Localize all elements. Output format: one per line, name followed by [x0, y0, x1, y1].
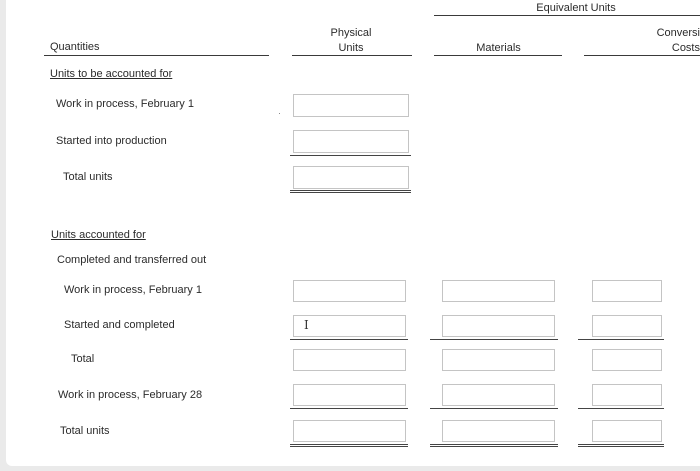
physical-header-line2: Units: [338, 42, 364, 54]
row-label-wip-feb28: Work in process, February 28: [58, 389, 203, 401]
row-label-completed-transferred: Completed and transferred out: [57, 254, 207, 266]
materials-wip-feb28-input[interactable]: [442, 384, 555, 406]
materials-header: Materials: [476, 42, 521, 54]
conversion-costs-header: [606, 26, 700, 56]
row-label-started: Started into production: [56, 135, 167, 147]
conversion-started-completed-underline: [578, 339, 664, 340]
conversion-total-units-bottom-double-rule: [578, 444, 664, 447]
section-units-to-be-accounted: Units to be accounted for: [50, 68, 173, 80]
row-label-total-units-top: Total units: [63, 171, 113, 183]
materials-total-input[interactable]: [442, 349, 555, 371]
physical-started-input[interactable]: [293, 130, 409, 153]
conversion-total-units-bottom-input[interactable]: [592, 420, 662, 442]
conversion-wip-feb28-input[interactable]: [592, 384, 662, 406]
materials-wip-feb1-input[interactable]: [442, 280, 555, 302]
materials-header-rule: [434, 55, 562, 56]
quantities-header-rule: [44, 55, 269, 56]
physical-total-units-top-double-rule: [290, 190, 411, 193]
physical-started-underline: [290, 155, 411, 156]
physical-total-units-bottom-double-rule: [290, 444, 408, 447]
materials-total-units-bottom-double-rule: [430, 444, 558, 447]
row-label-total: Total: [71, 353, 95, 365]
physical-units-header: [306, 26, 396, 56]
physical-total-units-top-input[interactable]: [293, 166, 409, 189]
physical-started-completed-input[interactable]: [293, 315, 406, 337]
stray-dot: ·: [278, 108, 281, 118]
row-label-total-units-bottom: Total units: [60, 425, 110, 437]
physical-wip-feb1-bottom-input[interactable]: [293, 280, 406, 302]
conversion-header-line2: Costs: [671, 42, 700, 54]
row-label-wip-feb1-top: Work in process, February 1: [56, 98, 194, 110]
conversion-header-line1: Conversi: [656, 27, 700, 39]
conversion-wip-feb28-underline: [578, 408, 664, 409]
conversion-costs-header-rule: [584, 55, 700, 56]
physical-units-header-rule: [292, 55, 412, 56]
physical-wip-feb28-input[interactable]: [293, 384, 406, 406]
physical-wip-feb1-input[interactable]: [293, 94, 409, 117]
physical-started-completed-underline: [290, 339, 408, 340]
materials-wip-feb28-underline: [430, 408, 558, 409]
worksheet: [6, 0, 700, 466]
row-label-started-completed: Started and completed: [64, 319, 175, 331]
equivalent-units-header: Equivalent Units: [536, 2, 616, 14]
conversion-wip-feb1-input[interactable]: [592, 280, 662, 302]
physical-wip-feb28-underline: [290, 408, 408, 409]
row-label-wip-feb1: Work in process, February 1: [64, 284, 202, 296]
materials-started-completed-input[interactable]: [442, 315, 555, 337]
physical-total-input[interactable]: [293, 349, 406, 371]
physical-header-line1: Physical: [330, 27, 372, 39]
equivalent-units-header-rule: [434, 15, 700, 16]
quantities-header: Quantities: [50, 41, 100, 53]
section-units-accounted-for: Units accounted for: [51, 229, 146, 241]
conversion-total-input[interactable]: [592, 349, 662, 371]
conversion-started-completed-input[interactable]: [592, 315, 662, 337]
text-cursor-icon: I: [304, 318, 309, 332]
materials-started-completed-underline: [430, 339, 558, 340]
materials-total-units-bottom-input[interactable]: [442, 420, 555, 442]
physical-total-units-bottom-input[interactable]: [293, 420, 406, 442]
